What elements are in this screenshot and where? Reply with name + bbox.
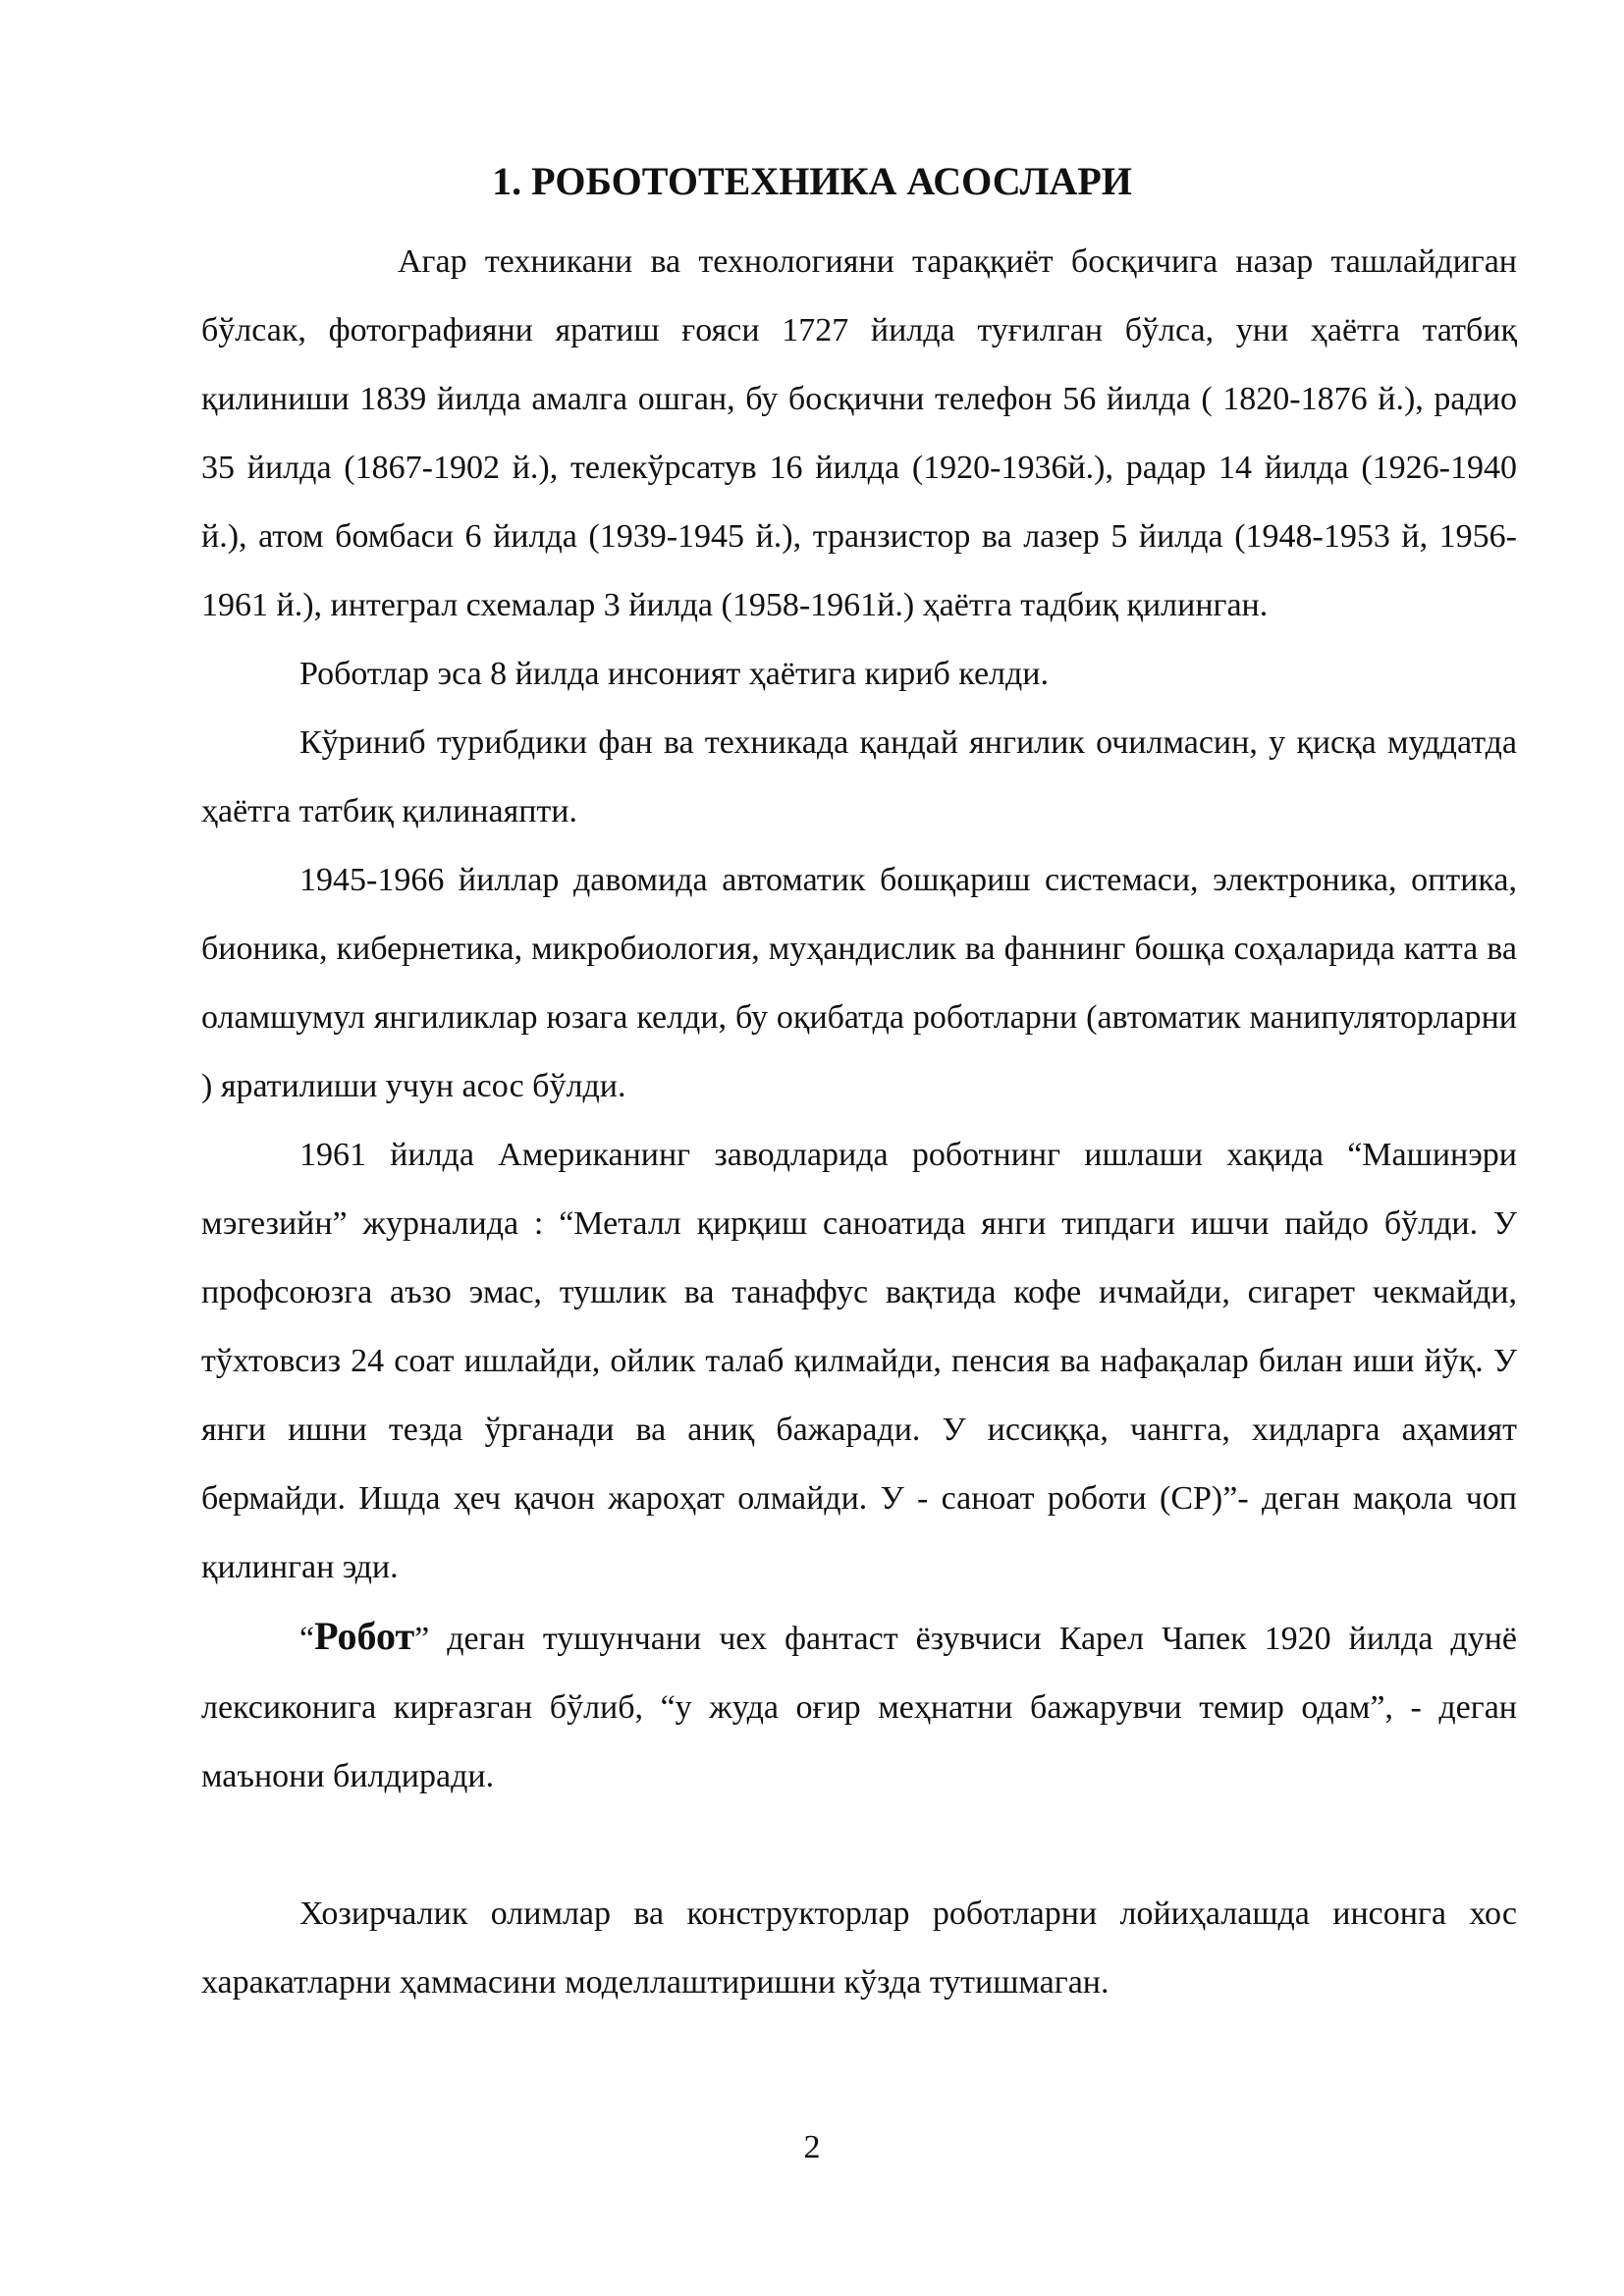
paragraph-1945-1966: 1945-1966 йиллар давомида автоматик бошқариш системаси, электроника, оптика, бионика, кибернетика, микробиология, муҳандислик ва фаннинг бошқа соҳаларида катта ва оламшумул янгиликлар юзага келди, бу оқибатда роботларни (автоматик манипуляторларни ) яратилиши учун асос бўлди.	[201, 862, 1517, 1104]
open-quote: “	[299, 1621, 315, 1657]
page-title: 1. РОБОТОТЕХНИКА АСОСЛАРИ	[492, 159, 1132, 203]
paragraph-robots-8-years: Роботлар эса 8 йилда инсоният ҳаётига кириб келди.	[299, 656, 1049, 692]
paragraph-science-innovation: Кўриниб турибдики фан ва техникада қандай янгилик очилмасин, у қисқа муддатда ҳаётга татбиқ қилинаяпти.	[201, 724, 1517, 829]
robot-term: Робот	[314, 1614, 415, 1658]
robot-term-definition: ” деган тушунчани чех фантаст ёзувчиси Карел Чапек 1920 йилда дунё лексиконига кирғазган бўлиб, “у жуда оғир меҳнатни бажарувчи темир одам”, - деган маънони билдиради.	[201, 1621, 1517, 1794]
document-body	[201, 228, 1517, 2017]
paragraph-robot-term	[201, 1602, 1517, 1811]
paragraph-scientists-constructors: Хозирчалик олимлар ва конструкторлар роботларни лойиҳалашда инсонга хос харакатларни ҳаммасини моделлаштиришни кўзда тутишмаган.	[201, 1896, 1517, 2001]
page-number: 2	[803, 2129, 821, 2165]
paragraph-1961-america: 1961 йилда Американинг заводларида роботнинг ишлаши хақида “Машинэри мэгезийн” журналида : “Металл қирқиш саноатида янги типдаги ишчи пайдо бўлди. У профсоюзга аъзо эмас, тушлик ва танаффус вақтида кофе ичмайди, сигарет чекмайди, тўхтовсиз 24 соат ишлайди, ойлик талаб қилмайди, пенсия ва нафақалар билан иши йўқ. У янги ишни тезда ўрганади ва аниқ бажаради. У иссиққа, чангга, хидларга аҳамият бермайди. Ишда ҳеч қачон жароҳат олмайди. У - саноат роботи (СР)”- деган мақола чоп қилинган эди.	[201, 1137, 1517, 1585]
paragraph-technology-history: Агар техникани ва технологияни тараққиёт босқичига назар ташлайдиган бўлсак, фотографияни яратиш ғояси 1727 йилда туғилган бўлса, уни ҳаётга татбиқ қилиниши 1839 йилда амалга ошган, бу босқични телефон 56 йилда ( 1820-1876 й.), радио 35 йилда (1867-1902 й.), телекўрсатув 16 йилда (1920-1936й.), радар 14 йилда (1926-1940 й.), атом бомбаси 6 йилда (1939-1945 й.), транзистор ва лазер 5 йилда (1948-1953 й, 1956-1961 й.), интеграл схемалар 3 йилда (1958-1961й.) ҳаётга тадбиқ қилинган.	[201, 243, 1517, 623]
